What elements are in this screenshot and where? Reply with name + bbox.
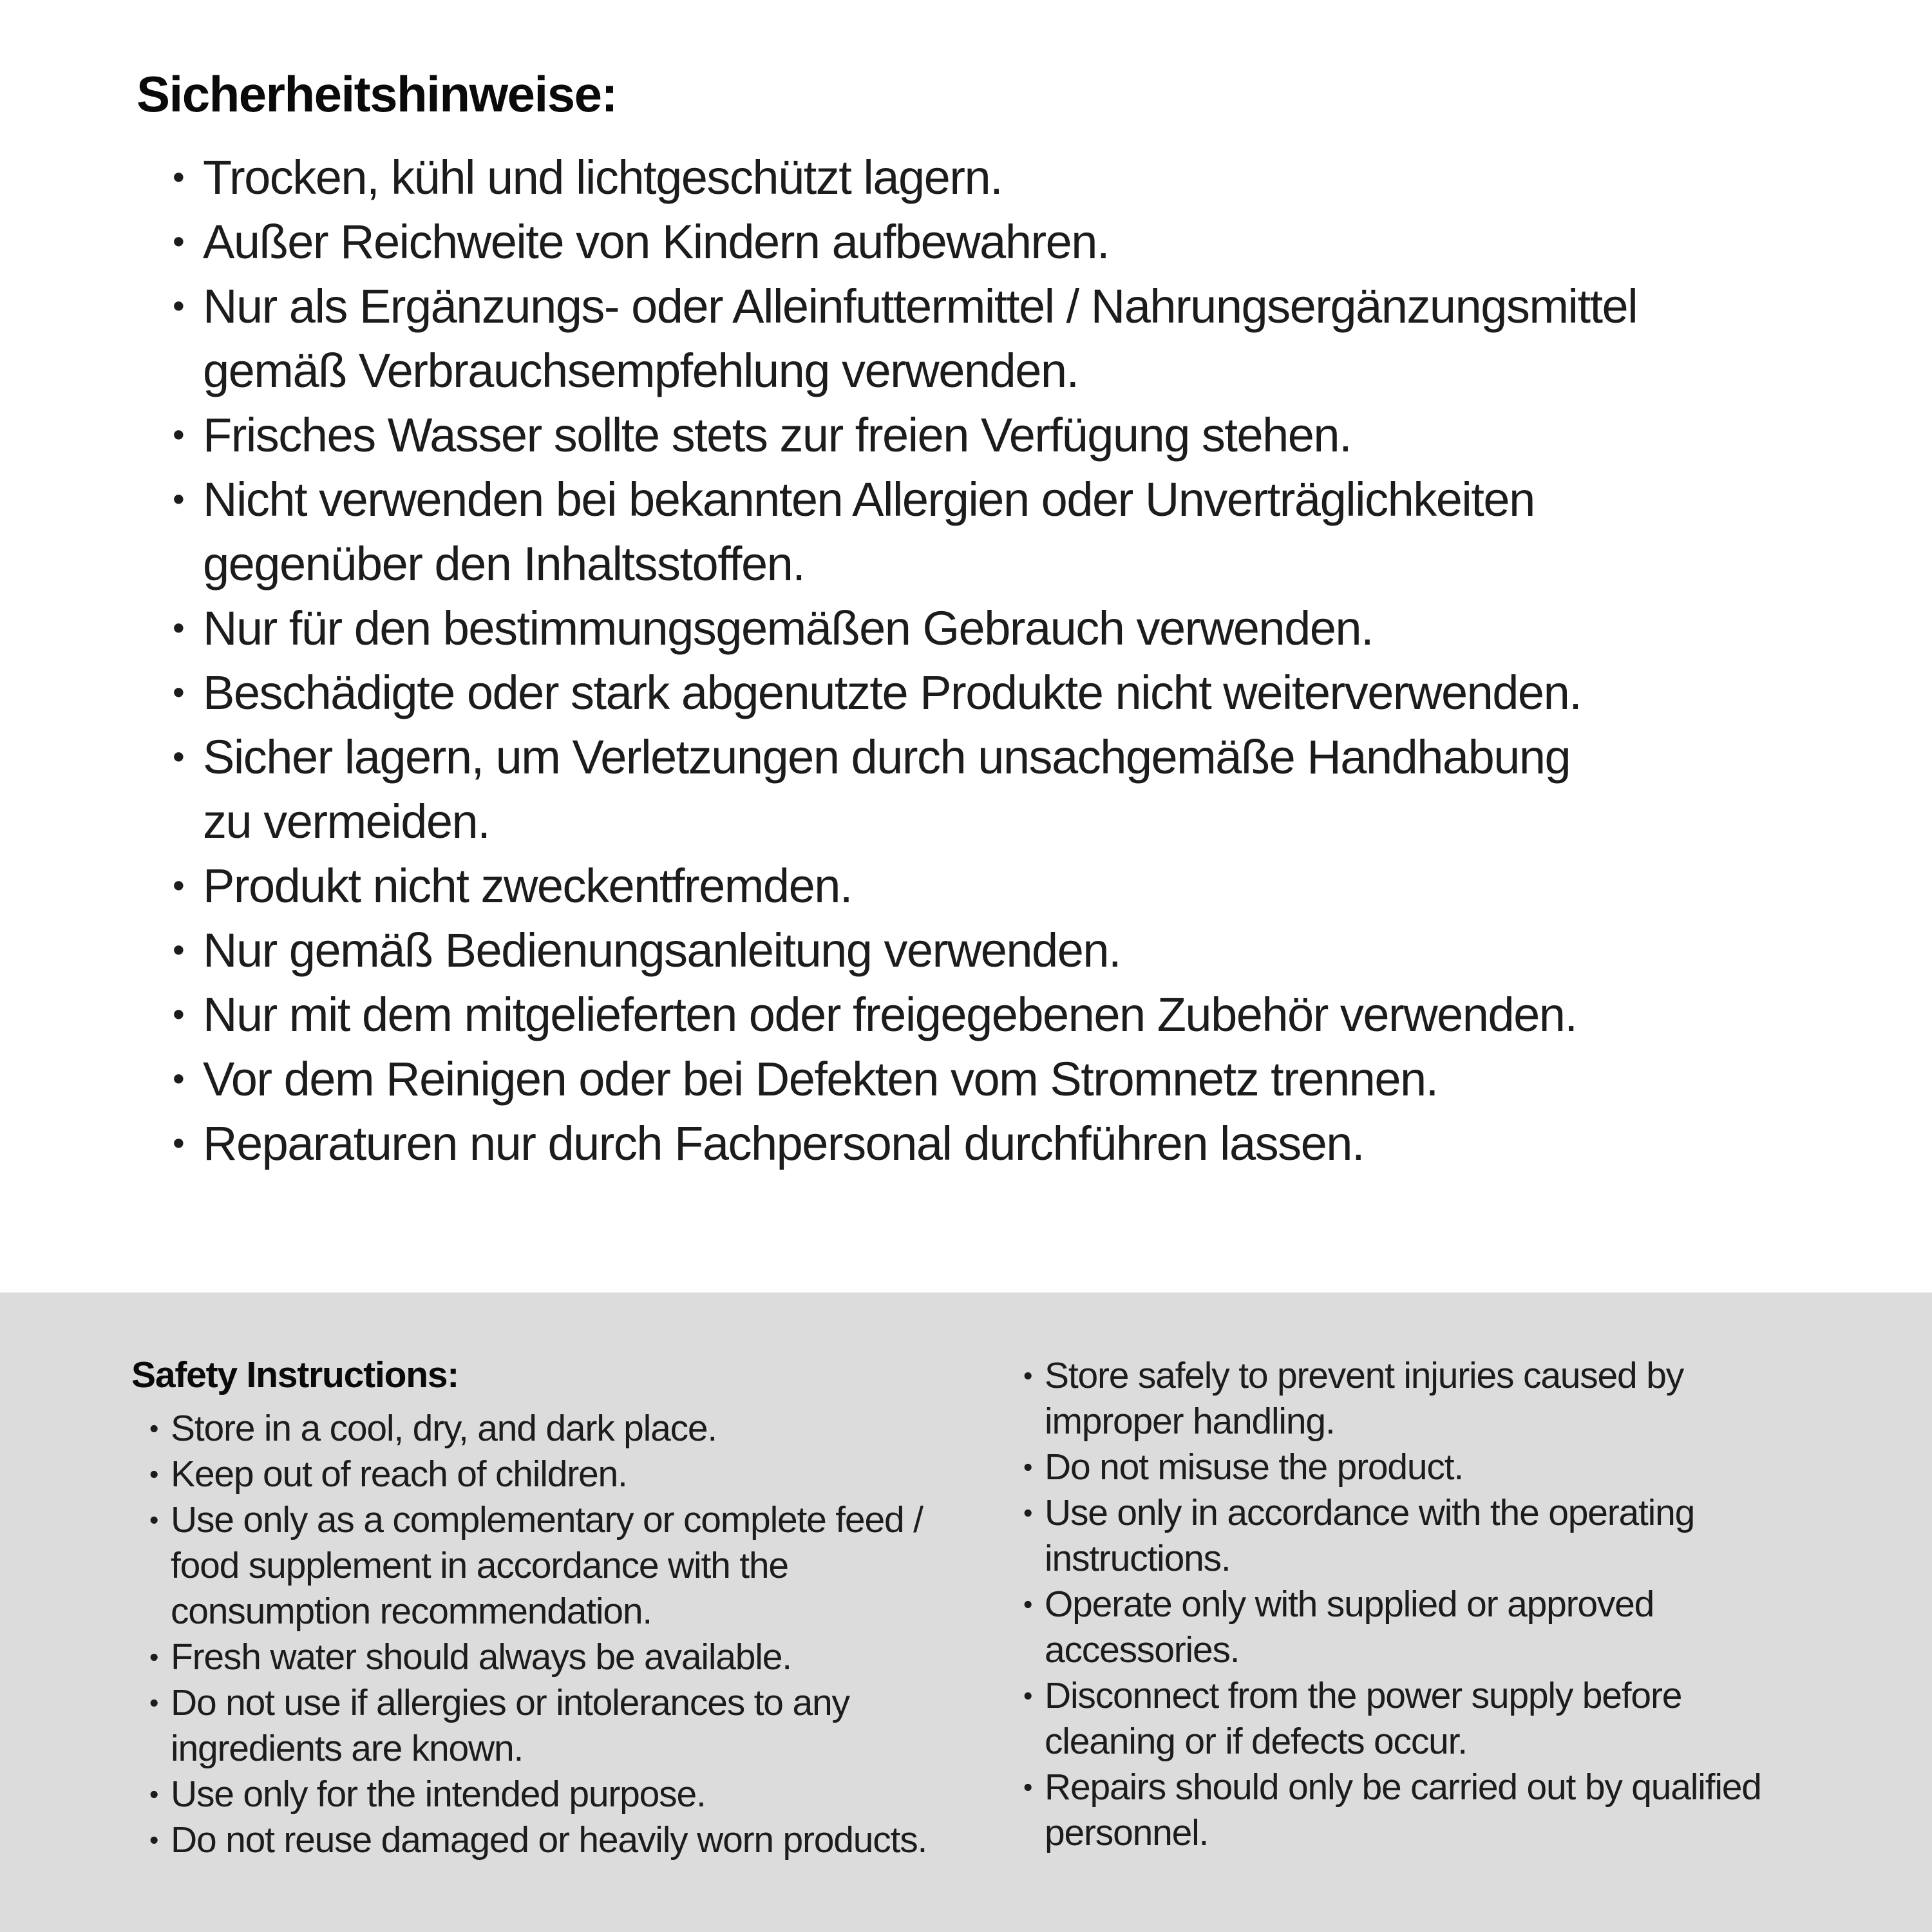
bullet-icon: • xyxy=(173,867,184,905)
bullet-text: Nur mit dem mitgelieferten oder freigegebenen Zubehör verwenden. xyxy=(203,988,1577,1041)
bullet-text: Repairs should only be carried out by qualified xyxy=(1045,1766,1761,1808)
bullet-line xyxy=(1045,1627,1761,1673)
bullet-text: Trocken, kühl und lichtgeschützt lagern. xyxy=(203,151,1003,204)
bullet-icon: • xyxy=(1023,1361,1032,1390)
bullet-line xyxy=(203,790,1637,854)
bullet-line xyxy=(173,1112,1637,1176)
bullet-line xyxy=(173,210,1637,274)
bullet-text: Produkt nicht zweckentfremden. xyxy=(203,859,852,913)
bullet-text: Sicher lagern, um Verletzungen durch unsachgemäße Handhabung xyxy=(203,730,1571,784)
bullet-line xyxy=(149,1680,927,1726)
bullet-icon: • xyxy=(1023,1589,1032,1619)
bullet-text: Keep out of reach of children. xyxy=(171,1454,627,1495)
bullet-text: Use only as a complementary or complete feed / xyxy=(171,1499,923,1540)
bullet-icon: • xyxy=(173,223,184,261)
bullet-line xyxy=(173,274,1638,339)
bullet-line xyxy=(173,596,1637,661)
bullet-line xyxy=(173,1047,1637,1112)
bullet-line xyxy=(1045,1399,1761,1444)
bullet-text: Beschädigte oder stark abgenutzte Produkte nicht weiterverwenden. xyxy=(203,666,1582,719)
bullet-line xyxy=(173,146,1637,210)
bullet-text: Reparaturen nur durch Fachpersonal durchführen lassen. xyxy=(203,1117,1365,1170)
bullet-line xyxy=(1045,1536,1761,1582)
bullet-text: Use only for the intended purpose. xyxy=(171,1774,706,1815)
bullet-icon: • xyxy=(173,931,184,969)
bullet-line xyxy=(149,1817,927,1863)
bullet-icon: • xyxy=(149,1779,158,1809)
bullet-icon: • xyxy=(1023,1452,1032,1482)
bullet-text: Store in a cool, dry, and dark place. xyxy=(171,1408,717,1449)
bullet-line xyxy=(1023,1673,1761,1719)
bullet-line xyxy=(149,1634,927,1680)
bullet-line xyxy=(1023,1353,1761,1399)
bullet-line xyxy=(203,339,1637,403)
bullet-line xyxy=(149,1406,927,1452)
bullet-text: gemäß Verbrauchsempfehlung verwenden. xyxy=(203,344,1079,397)
bullet-icon: • xyxy=(149,1688,158,1718)
bullet-line xyxy=(171,1726,927,1772)
bullet-line xyxy=(173,725,1637,790)
bullet-text: cleaning or if defects occur. xyxy=(1045,1721,1467,1762)
english-heading: Safety Instructions: xyxy=(131,1354,459,1396)
bullet-text: food supplement in accordance with the xyxy=(171,1545,788,1586)
bullet-line xyxy=(173,983,1637,1047)
bullet-icon: • xyxy=(173,1060,184,1098)
bullet-text: Fresh water should always be available. xyxy=(171,1636,791,1678)
english-left-column xyxy=(149,1406,927,1863)
bullet-text: Operate only with supplied or approved xyxy=(1045,1584,1654,1625)
bullet-icon: • xyxy=(173,158,184,196)
bullet-icon: • xyxy=(1023,1498,1032,1528)
bullet-icon: • xyxy=(173,287,184,325)
bullet-line xyxy=(173,918,1637,983)
bullet-text: Vor dem Reinigen oder bei Defekten vom Stromnetz trennen. xyxy=(203,1052,1438,1106)
german-safety-list xyxy=(173,146,1638,1176)
bullet-icon: • xyxy=(149,1642,158,1672)
bullet-text: Nur für den bestimmungsgemäßen Gebrauch verwenden. xyxy=(203,601,1374,655)
bullet-line xyxy=(1045,1810,1761,1856)
bullet-line xyxy=(173,854,1637,918)
bullet-icon: • xyxy=(173,609,184,647)
bullet-icon: • xyxy=(173,996,184,1034)
bullet-icon: • xyxy=(149,1505,158,1535)
bullet-line xyxy=(203,532,1637,596)
bullet-text: Do not misuse the product. xyxy=(1045,1446,1463,1488)
bullet-icon: • xyxy=(149,1459,158,1489)
bullet-line xyxy=(1023,1490,1761,1536)
bullet-text: gegenüber den Inhaltsstoffen. xyxy=(203,537,805,591)
bullet-icon: • xyxy=(173,738,184,776)
bullet-line xyxy=(171,1589,927,1634)
bullet-text: zu vermeiden. xyxy=(203,795,490,848)
bullet-icon: • xyxy=(1023,1681,1032,1710)
bullet-line xyxy=(1023,1444,1761,1490)
bullet-text: Store safely to prevent injuries caused by xyxy=(1045,1355,1683,1396)
bullet-icon: • xyxy=(173,1124,184,1162)
bullet-line xyxy=(173,468,1637,532)
bullet-line xyxy=(1023,1765,1761,1810)
bullet-text: consumption recommendation. xyxy=(171,1591,652,1632)
bullet-text: ingredients are known. xyxy=(171,1728,524,1769)
bullet-line xyxy=(173,403,1637,468)
bullet-line xyxy=(173,661,1637,725)
bullet-icon: • xyxy=(149,1825,158,1855)
bullet-icon: • xyxy=(1023,1772,1032,1802)
bullet-line xyxy=(149,1452,927,1497)
bullet-text: Frisches Wasser sollte stets zur freien Verfügung stehen. xyxy=(203,408,1352,462)
bullet-text: Nur als Ergänzungs- oder Alleinfuttermittel / Nahrungsergänzungsmittel xyxy=(203,279,1638,333)
english-right-column xyxy=(1023,1353,1761,1856)
bullet-text: Use only in accordance with the operating xyxy=(1045,1492,1695,1533)
bullet-line xyxy=(1023,1582,1761,1627)
bullet-line xyxy=(149,1772,927,1817)
bullet-text: instructions. xyxy=(1045,1538,1231,1579)
bullet-text: Nicht verwenden bei bekannten Allergien oder Unverträglichkeiten xyxy=(203,473,1535,526)
bullet-text: Do not reuse damaged or heavily worn products. xyxy=(171,1819,927,1861)
bullet-line xyxy=(149,1497,927,1543)
bullet-text: accessories. xyxy=(1045,1629,1240,1671)
bullet-line xyxy=(1045,1719,1761,1765)
bullet-line xyxy=(171,1543,927,1589)
bullet-icon: • xyxy=(173,674,184,712)
bullet-text: Disconnect from the power supply before xyxy=(1045,1675,1682,1716)
bullet-text: Do not use if allergies or intolerances to any xyxy=(171,1682,849,1723)
bullet-text: Nur gemäß Bedienungsanleitung verwenden. xyxy=(203,923,1121,977)
bullet-icon: • xyxy=(149,1414,158,1443)
german-heading: Sicherheitshinweise: xyxy=(137,66,617,122)
bullet-text: improper handling. xyxy=(1045,1401,1335,1442)
bullet-icon: • xyxy=(173,480,184,518)
bullet-text: Außer Reichweite von Kindern aufbewahren. xyxy=(203,215,1110,269)
bullet-icon: • xyxy=(173,416,184,454)
bullet-text: personnel. xyxy=(1045,1812,1209,1853)
